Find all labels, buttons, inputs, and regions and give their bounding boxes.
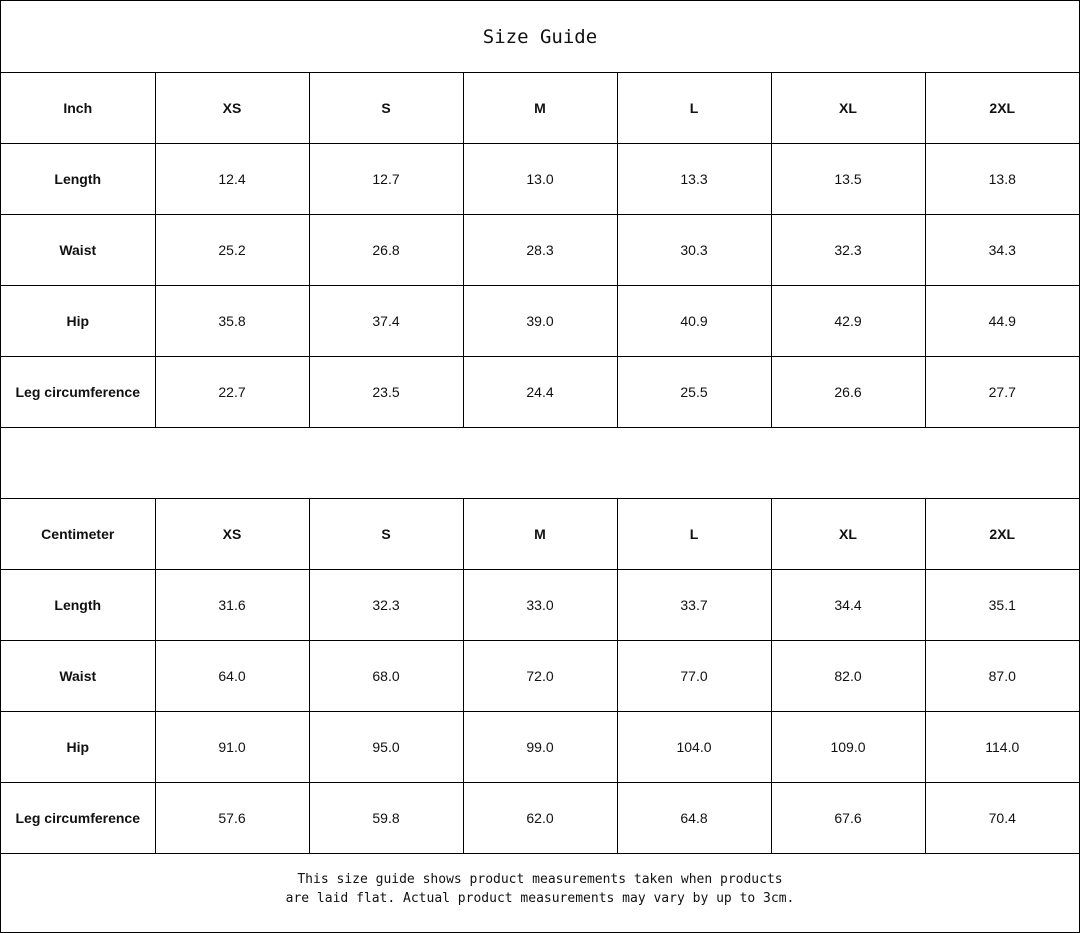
table-cell: 12.7 <box>309 144 463 215</box>
size-header: 2XL <box>925 499 1079 570</box>
table-header-row <box>1 499 1079 570</box>
size-header: L <box>617 73 771 144</box>
table-cell: 67.6 <box>771 783 925 854</box>
table-cell: 62.0 <box>463 783 617 854</box>
table-header-row <box>1 73 1079 144</box>
table-row <box>1 215 1079 286</box>
table-cell: 35.8 <box>155 286 309 357</box>
size-header: L <box>617 499 771 570</box>
table-cell: 25.5 <box>617 357 771 428</box>
table-cell: 33.0 <box>463 570 617 641</box>
table-cell: 114.0 <box>925 712 1079 783</box>
table-cell: 109.0 <box>771 712 925 783</box>
row-label: Hip <box>1 286 155 357</box>
table-cell: 26.8 <box>309 215 463 286</box>
table-cell: 64.8 <box>617 783 771 854</box>
row-label: Waist <box>1 215 155 286</box>
table-cell: 44.9 <box>925 286 1079 357</box>
table-row <box>1 783 1079 854</box>
table-cell: 68.0 <box>309 641 463 712</box>
table-cell: 77.0 <box>617 641 771 712</box>
unit-label: Centimeter <box>1 499 155 570</box>
table-cell: 87.0 <box>925 641 1079 712</box>
table-cell: 99.0 <box>463 712 617 783</box>
size-header: XS <box>155 73 309 144</box>
table-cell: 12.4 <box>155 144 309 215</box>
table-cell: 22.7 <box>155 357 309 428</box>
size-header: M <box>463 499 617 570</box>
table-cell: 39.0 <box>463 286 617 357</box>
row-label: Length <box>1 570 155 641</box>
note-line: are laid flat. Actual product measurements may vary by up to 3cm. <box>285 891 795 906</box>
table-row <box>1 357 1079 428</box>
size-header: XL <box>771 73 925 144</box>
table-cell: 25.2 <box>155 215 309 286</box>
table-cell: 13.3 <box>617 144 771 215</box>
unit-label: Inch <box>1 73 155 144</box>
table-divider <box>1 428 1079 499</box>
inch-table <box>1 73 1079 428</box>
table-cell: 95.0 <box>309 712 463 783</box>
table-row <box>1 570 1079 641</box>
table-cell: 57.6 <box>155 783 309 854</box>
table-cell: 72.0 <box>463 641 617 712</box>
table-cell: 13.5 <box>771 144 925 215</box>
row-label: Leg circumference <box>1 357 155 428</box>
table-row <box>1 286 1079 357</box>
table-row <box>1 144 1079 215</box>
size-header: XS <box>155 499 309 570</box>
table-cell: 91.0 <box>155 712 309 783</box>
table-cell: 64.0 <box>155 641 309 712</box>
table-row <box>1 712 1079 783</box>
table-cell: 104.0 <box>617 712 771 783</box>
size-header: 2XL <box>925 73 1079 144</box>
size-header: S <box>309 499 463 570</box>
row-label: Waist <box>1 641 155 712</box>
note-line: This size guide shows product measurements taken when products <box>297 872 783 887</box>
table-cell: 70.4 <box>925 783 1079 854</box>
row-label: Hip <box>1 712 155 783</box>
row-label: Leg circumference <box>1 783 155 854</box>
table-cell: 32.3 <box>309 570 463 641</box>
table-cell: 33.7 <box>617 570 771 641</box>
table-cell: 27.7 <box>925 357 1079 428</box>
size-header: XL <box>771 499 925 570</box>
table-cell: 28.3 <box>463 215 617 286</box>
table-row <box>1 641 1079 712</box>
size-header: M <box>463 73 617 144</box>
table-cell: 13.8 <box>925 144 1079 215</box>
table-cell: 82.0 <box>771 641 925 712</box>
table-cell: 13.0 <box>463 144 617 215</box>
table-cell: 30.3 <box>617 215 771 286</box>
table-cell: 24.4 <box>463 357 617 428</box>
centimeter-table <box>1 499 1079 854</box>
measurement-note <box>1 854 1079 924</box>
table-cell: 40.9 <box>617 286 771 357</box>
table-cell: 32.3 <box>771 215 925 286</box>
table-cell: 59.8 <box>309 783 463 854</box>
table-cell: 35.1 <box>925 570 1079 641</box>
page-title: Size Guide <box>1 1 1079 73</box>
table-cell: 23.5 <box>309 357 463 428</box>
table-cell: 42.9 <box>771 286 925 357</box>
size-header: S <box>309 73 463 144</box>
table-cell: 26.6 <box>771 357 925 428</box>
table-cell: 31.6 <box>155 570 309 641</box>
table-cell: 37.4 <box>309 286 463 357</box>
row-label: Length <box>1 144 155 215</box>
table-cell: 34.3 <box>925 215 1079 286</box>
table-cell: 34.4 <box>771 570 925 641</box>
